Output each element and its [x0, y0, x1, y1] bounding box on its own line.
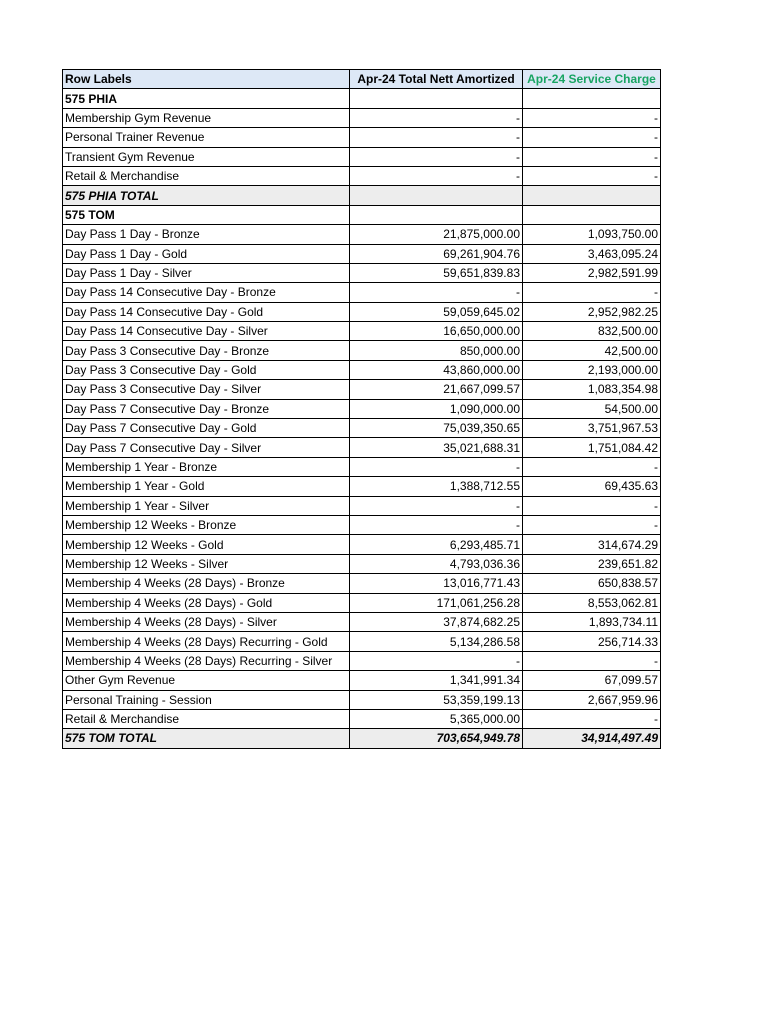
- nett-amortized-header[interactable]: Apr-24 Total Nett Amortized: [350, 70, 523, 89]
- nett-amortized-cell[interactable]: -: [350, 651, 523, 670]
- nett-amortized-cell[interactable]: 21,667,099.57: [350, 380, 523, 399]
- nett-amortized-cell[interactable]: 5,365,000.00: [350, 709, 523, 728]
- row-label-cell[interactable]: Retail & Merchandise: [63, 166, 350, 185]
- nett-amortized-cell[interactable]: 850,000.00: [350, 341, 523, 360]
- nett-amortized-cell[interactable]: 59,651,839.83: [350, 263, 523, 282]
- row-label-cell[interactable]: Membership 4 Weeks (28 Days) Recurring - Gold: [63, 632, 350, 651]
- table-row: [63, 419, 661, 438]
- nett-amortized-cell[interactable]: 1,388,712.55: [350, 477, 523, 496]
- table-row: [63, 671, 661, 690]
- nett-amortized-cell[interactable]: [350, 186, 523, 205]
- row-label-cell[interactable]: 575 TOM TOTAL: [63, 729, 350, 748]
- table-row: [63, 690, 661, 709]
- row-label-cell[interactable]: Transient Gym Revenue: [63, 147, 350, 166]
- row-label-cell[interactable]: Day Pass 1 Day - Silver: [63, 263, 350, 282]
- nett-amortized-cell[interactable]: 4,793,036.36: [350, 554, 523, 573]
- row-label-cell[interactable]: Membership 12 Weeks - Silver: [63, 554, 350, 573]
- table-row: [63, 477, 661, 496]
- group-row: [63, 205, 661, 224]
- nett-amortized-cell[interactable]: -: [350, 128, 523, 147]
- table-row: [63, 515, 661, 534]
- row-label-cell[interactable]: Personal Trainer Revenue: [63, 128, 350, 147]
- table-row: [63, 457, 661, 476]
- group-row: [63, 89, 661, 108]
- nett-amortized-cell[interactable]: -: [350, 166, 523, 185]
- service-charge-cell[interactable]: -: [523, 108, 661, 127]
- service-charge-cell[interactable]: [523, 186, 661, 205]
- service-charge-cell[interactable]: 2,667,959.96: [523, 690, 661, 709]
- nett-amortized-cell[interactable]: [350, 205, 523, 224]
- table-row: [63, 341, 661, 360]
- nett-amortized-cell[interactable]: 43,860,000.00: [350, 360, 523, 379]
- nett-amortized-cell[interactable]: 59,059,645.02: [350, 302, 523, 321]
- table-row: [63, 632, 661, 651]
- nett-amortized-cell[interactable]: -: [350, 515, 523, 534]
- table-row: [63, 108, 661, 127]
- row-label-cell[interactable]: Membership 12 Weeks - Bronze: [63, 515, 350, 534]
- row-label-cell[interactable]: Membership 1 Year - Bronze: [63, 457, 350, 476]
- nett-amortized-cell[interactable]: 703,654,949.78: [350, 729, 523, 748]
- row-label-cell[interactable]: Other Gym Revenue: [63, 671, 350, 690]
- service-charge-cell[interactable]: [523, 205, 661, 224]
- table-row: [63, 438, 661, 457]
- nett-amortized-cell[interactable]: -: [350, 108, 523, 127]
- nett-amortized-cell[interactable]: 5,134,286.58: [350, 632, 523, 651]
- service-charge-cell[interactable]: [523, 89, 661, 108]
- row-label-cell[interactable]: Membership 4 Weeks (28 Days) Recurring - Silver: [63, 651, 350, 670]
- total-row: [63, 729, 661, 748]
- service-charge-cell[interactable]: 256,714.33: [523, 632, 661, 651]
- table-row: [63, 263, 661, 282]
- table-row: [63, 380, 661, 399]
- nett-amortized-cell[interactable]: 53,359,199.13: [350, 690, 523, 709]
- table-row: [63, 322, 661, 341]
- nett-amortized-cell[interactable]: -: [350, 457, 523, 476]
- row-label-cell[interactable]: Day Pass 7 Consecutive Day - Bronze: [63, 399, 350, 418]
- total-row: [63, 186, 661, 205]
- table-row: [63, 360, 661, 379]
- service-charge-header[interactable]: Apr-24 Service Charge: [523, 70, 661, 89]
- nett-amortized-cell[interactable]: 75,039,350.65: [350, 419, 523, 438]
- service-charge-cell[interactable]: 2,982,591.99: [523, 263, 661, 282]
- nett-amortized-cell[interactable]: 13,016,771.43: [350, 574, 523, 593]
- service-charge-cell[interactable]: 34,914,497.49: [523, 729, 661, 748]
- service-charge-cell[interactable]: -: [523, 166, 661, 185]
- row-label-cell[interactable]: Retail & Merchandise: [63, 709, 350, 728]
- service-charge-cell[interactable]: 3,751,967.53: [523, 419, 661, 438]
- service-charge-cell[interactable]: 314,674.29: [523, 535, 661, 554]
- row-label-cell[interactable]: Day Pass 1 Day - Gold: [63, 244, 350, 263]
- service-charge-cell[interactable]: 54,500.00: [523, 399, 661, 418]
- row-label-cell[interactable]: 575 PHIA: [63, 89, 350, 108]
- nett-amortized-cell[interactable]: -: [350, 496, 523, 515]
- service-charge-cell[interactable]: 8,553,062.81: [523, 593, 661, 612]
- service-charge-cell[interactable]: -: [523, 457, 661, 476]
- table-row: [63, 147, 661, 166]
- row-label-cell[interactable]: Membership 12 Weeks - Gold: [63, 535, 350, 554]
- row-label-cell[interactable]: Personal Training - Session: [63, 690, 350, 709]
- row-label-cell[interactable]: Day Pass 14 Consecutive Day - Bronze: [63, 283, 350, 302]
- nett-amortized-cell[interactable]: 6,293,485.71: [350, 535, 523, 554]
- service-charge-cell[interactable]: 67,099.57: [523, 671, 661, 690]
- nett-amortized-cell[interactable]: 37,874,682.25: [350, 612, 523, 631]
- service-charge-cell[interactable]: 1,093,750.00: [523, 225, 661, 244]
- nett-amortized-cell[interactable]: 35,021,688.31: [350, 438, 523, 457]
- table-row: [63, 302, 661, 321]
- service-charge-cell[interactable]: 1,751,084.42: [523, 438, 661, 457]
- nett-amortized-cell[interactable]: 1,341,991.34: [350, 671, 523, 690]
- service-charge-cell[interactable]: -: [523, 709, 661, 728]
- service-charge-cell[interactable]: 69,435.63: [523, 477, 661, 496]
- row-label-cell[interactable]: Day Pass 14 Consecutive Day - Silver: [63, 322, 350, 341]
- service-charge-cell[interactable]: -: [523, 147, 661, 166]
- service-charge-cell[interactable]: 2,193,000.00: [523, 360, 661, 379]
- table-row: [63, 535, 661, 554]
- service-charge-cell[interactable]: -: [523, 128, 661, 147]
- row-label-cell[interactable]: Membership 4 Weeks (28 Days) - Silver: [63, 612, 350, 631]
- service-charge-cell[interactable]: -: [523, 496, 661, 515]
- nett-amortized-cell[interactable]: [350, 89, 523, 108]
- row-label-cell[interactable]: Membership 4 Weeks (28 Days) - Bronze: [63, 574, 350, 593]
- row-label-cell[interactable]: Day Pass 14 Consecutive Day - Gold: [63, 302, 350, 321]
- service-charge-cell[interactable]: -: [523, 515, 661, 534]
- table-row: [63, 166, 661, 185]
- table-row: [63, 612, 661, 631]
- table-row: [63, 554, 661, 573]
- row-labels-header[interactable]: Row Labels: [63, 70, 350, 89]
- service-charge-cell[interactable]: 3,463,095.24: [523, 244, 661, 263]
- service-charge-cell[interactable]: 239,651.82: [523, 554, 661, 573]
- table-row: [63, 244, 661, 263]
- service-charge-cell[interactable]: 650,838.57: [523, 574, 661, 593]
- header-row: [63, 70, 661, 89]
- table-row: [63, 593, 661, 612]
- nett-amortized-cell[interactable]: 21,875,000.00: [350, 225, 523, 244]
- table-row: [63, 399, 661, 418]
- service-charge-cell[interactable]: 1,893,734.11: [523, 612, 661, 631]
- nett-amortized-cell[interactable]: 69,261,904.76: [350, 244, 523, 263]
- row-label-cell[interactable]: Day Pass 3 Consecutive Day - Silver: [63, 380, 350, 399]
- row-label-cell[interactable]: Day Pass 3 Consecutive Day - Gold: [63, 360, 350, 379]
- row-label-cell[interactable]: 575 PHIA TOTAL: [63, 186, 350, 205]
- nett-amortized-cell[interactable]: 1,090,000.00: [350, 399, 523, 418]
- nett-amortized-cell[interactable]: -: [350, 147, 523, 166]
- row-label-cell[interactable]: Membership Gym Revenue: [63, 108, 350, 127]
- service-charge-cell[interactable]: -: [523, 283, 661, 302]
- table-body: [63, 89, 661, 748]
- row-label-cell[interactable]: Membership 1 Year - Gold: [63, 477, 350, 496]
- service-charge-cell[interactable]: 1,083,354.98: [523, 380, 661, 399]
- service-charge-cell[interactable]: 2,952,982.25: [523, 302, 661, 321]
- row-label-cell[interactable]: Membership 4 Weeks (28 Days) - Gold: [63, 593, 350, 612]
- row-label-cell[interactable]: Day Pass 7 Consecutive Day - Gold: [63, 419, 350, 438]
- row-label-cell[interactable]: Day Pass 7 Consecutive Day - Silver: [63, 438, 350, 457]
- table-row: [63, 283, 661, 302]
- table-row: [63, 496, 661, 515]
- service-charge-cell[interactable]: 42,500.00: [523, 341, 661, 360]
- nett-amortized-cell[interactable]: 16,650,000.00: [350, 322, 523, 341]
- nett-amortized-cell[interactable]: -: [350, 283, 523, 302]
- table-row: [63, 651, 661, 670]
- table-row: [63, 574, 661, 593]
- table-row: [63, 225, 661, 244]
- service-charge-cell[interactable]: -: [523, 651, 661, 670]
- row-label-cell[interactable]: Day Pass 3 Consecutive Day - Bronze: [63, 341, 350, 360]
- row-label-cell[interactable]: 575 TOM: [63, 205, 350, 224]
- row-label-cell[interactable]: Membership 1 Year - Silver: [63, 496, 350, 515]
- pivot-table: [62, 69, 661, 749]
- table-row: [63, 128, 661, 147]
- nett-amortized-cell[interactable]: 171,061,256.28: [350, 593, 523, 612]
- row-label-cell[interactable]: Day Pass 1 Day - Bronze: [63, 225, 350, 244]
- service-charge-cell[interactable]: 832,500.00: [523, 322, 661, 341]
- table-row: [63, 709, 661, 728]
